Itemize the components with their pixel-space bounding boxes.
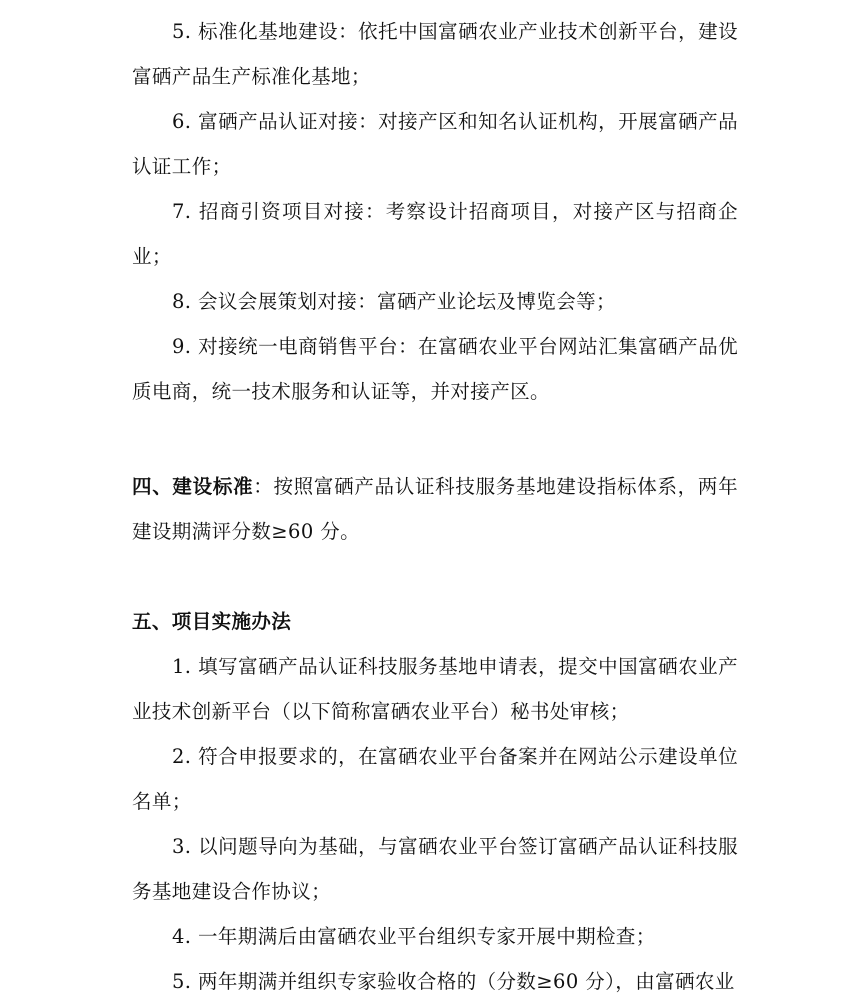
section-5-item-1: 1. 填写富硒产品认证科技服务基地申请表，提交中国富硒农业产业技术创新平台（以下简称富硒农业平台）秘书处审核； xyxy=(132,655,738,723)
section-4-construction-standard xyxy=(132,464,738,554)
section-5-item-3: 3. 以问题导向为基础，与富硒农业平台签订富硒产品认证科技服务基地建设合作协议； xyxy=(132,835,738,903)
section-5-item-5: 5. 两年期满并组织专家验收合格的（分数≥60 分），由富硒农业 xyxy=(172,970,735,993)
section-5-item-2: 2. 符合申报要求的，在富硒农业平台备案并在网站公示建设单位名单； xyxy=(132,745,738,813)
list-item-6-product-certification: 6. 富硒产品认证对接：对接产区和知名认证机构，开展富硒产品认证工作； xyxy=(132,110,738,178)
section-5-item-4: 4. 一年期满后由富硒农业平台组织专家开展中期检查； xyxy=(172,925,656,948)
section-4-text: ：按照富硒产品认证科技服务基地建设指标体系，两年建设期满评分数≥60 分。 xyxy=(132,475,738,543)
list-item-8-conference-planning: 8. 会议会展策划对接：富硒产业论坛及博览会等； xyxy=(172,290,616,313)
section-4-heading: 四、建设标准 xyxy=(132,475,254,498)
section-5-heading: 五、项目实施办法 xyxy=(132,610,292,633)
list-item-5-standardized-base: 5. 标准化基地建设：依托中国富硒农业产业技术创新平台，建设富硒产品生产标准化基地； xyxy=(132,20,738,88)
list-item-7-investment-projects: 7. 招商引资项目对接：考察设计招商项目，对接产区与招商企业； xyxy=(132,200,738,268)
list-item-9-ecommerce-platform: 9. 对接统一电商销售平台：在富硒农业平台网站汇集富硒产品优质电商，统一技术服务和认证等，并对接产区。 xyxy=(132,335,738,403)
